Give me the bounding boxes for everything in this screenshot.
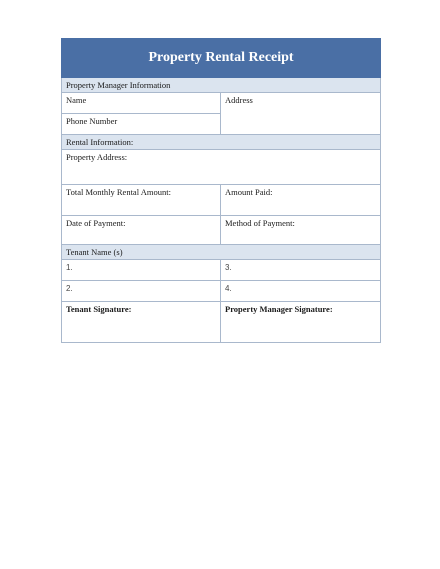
manager-phone-label: Phone Number: [66, 116, 118, 126]
manager-signature-field[interactable]: [221, 302, 381, 343]
tenant-signature-label: Tenant Signature:: [66, 304, 132, 314]
method-of-payment-label: Method of Payment:: [225, 218, 295, 228]
amount-row: [62, 185, 381, 216]
amount-paid-field[interactable]: [221, 185, 381, 216]
tenant-section-header: Tenant Name (s): [62, 245, 381, 260]
manager-name-label: Name: [66, 95, 87, 105]
tenant-name-field-1[interactable]: [62, 260, 221, 281]
manager-address-field[interactable]: [221, 93, 381, 135]
title-row: [62, 39, 381, 78]
manager-name-row: [62, 93, 381, 114]
date-of-payment-label: Date of Payment:: [66, 218, 126, 228]
manager-section-header: Property Manager Information: [62, 78, 381, 93]
tenant-section-row: [62, 245, 381, 260]
method-of-payment-field[interactable]: [221, 216, 381, 245]
payment-row: [62, 216, 381, 245]
total-monthly-label: Total Monthly Rental Amount:: [66, 187, 171, 197]
manager-signature-label: Property Manager Signature:: [225, 304, 333, 314]
rental-section-row: [62, 135, 381, 150]
tenant-name-field-3[interactable]: [221, 260, 381, 281]
tenant-number-2: 2.: [66, 284, 73, 293]
tenant-name-field-2[interactable]: [62, 281, 221, 302]
manager-section-row: [62, 78, 381, 93]
date-of-payment-field[interactable]: [62, 216, 221, 245]
form-title: Property Rental Receipt: [62, 39, 381, 78]
manager-address-label: Address: [225, 95, 253, 105]
amount-paid-label: Amount Paid:: [225, 187, 273, 197]
manager-phone-field[interactable]: [62, 114, 221, 135]
property-address-row: [62, 150, 381, 185]
manager-name-field[interactable]: [62, 93, 221, 114]
signature-row: [62, 302, 381, 343]
tenant-row-2: [62, 281, 381, 302]
total-monthly-field[interactable]: [62, 185, 221, 216]
property-address-label: Property Address:: [66, 152, 128, 162]
property-address-field[interactable]: [62, 150, 381, 185]
rental-section-header: Rental Information:: [62, 135, 381, 150]
tenant-name-field-4[interactable]: [221, 281, 381, 302]
tenant-number-3: 3.: [225, 263, 232, 272]
tenant-number-1: 1.: [66, 263, 73, 272]
tenant-signature-field[interactable]: [62, 302, 221, 343]
rental-receipt-form: [61, 38, 381, 343]
tenant-number-4: 4.: [225, 284, 232, 293]
tenant-row-1: [62, 260, 381, 281]
